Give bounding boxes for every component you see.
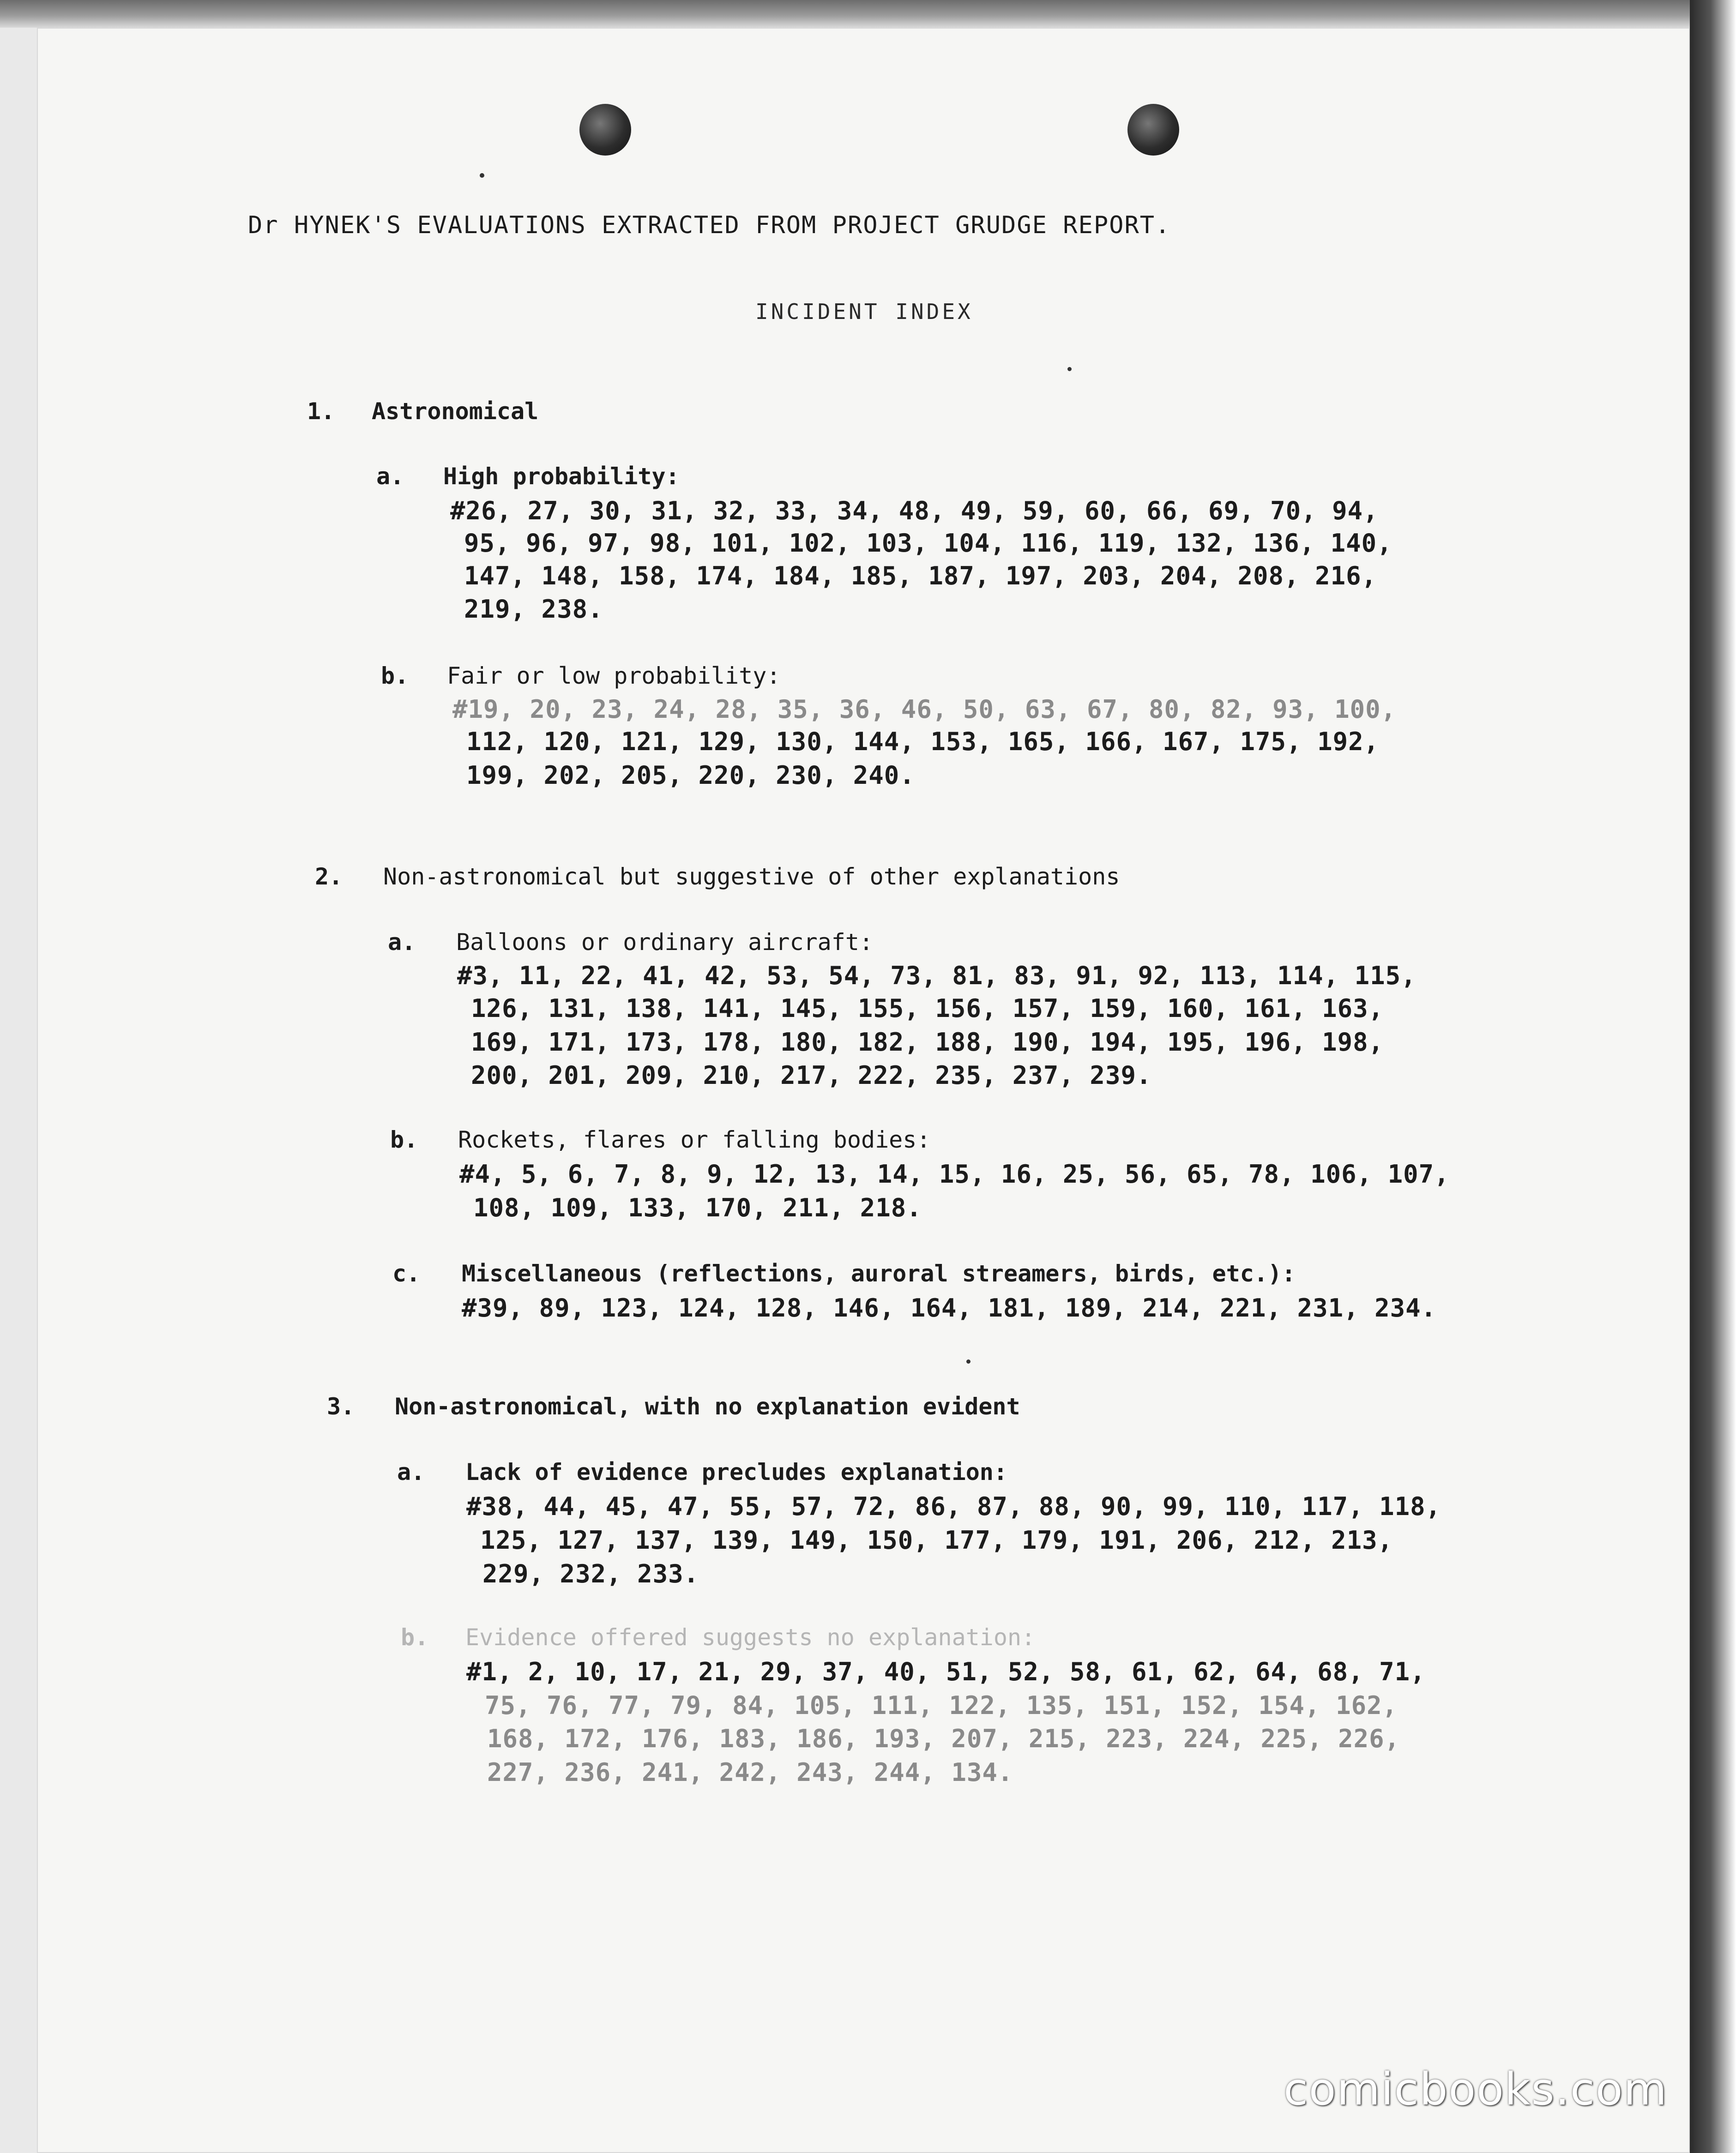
watermark: comicbooks.com	[1284, 2063, 1668, 2115]
document-subtitle: INCIDENT INDEX	[755, 299, 973, 324]
scan-top-edge	[0, 0, 1736, 28]
speck	[480, 173, 484, 178]
section-3a-line: 125, 127, 137, 139, 149, 150, 177, 179, 191, 206, 212, 213,	[480, 1526, 1393, 1555]
section-2a-line: 200, 201, 209, 210, 217, 222, 235, 237, 239.	[471, 1061, 1152, 1090]
section-1a-line: #26, 27, 30, 31, 32, 33, 34, 48, 49, 59, 60, 66, 69, 70, 94,	[450, 496, 1379, 525]
section-2a-line: 126, 131, 138, 141, 145, 155, 156, 157, 159, 160, 161, 163,	[471, 994, 1384, 1023]
section-1-title: Astronomical	[372, 398, 539, 425]
section-2c-label: Miscellaneous (reflections, auroral streamers, birds, etc.):	[462, 1260, 1296, 1287]
section-2b-line: 108, 109, 133, 170, 211, 218.	[473, 1193, 922, 1222]
section-1b-line: 112, 120, 121, 129, 130, 144, 153, 165, 166, 167, 175, 192,	[466, 727, 1380, 756]
document-title: Dr HYNEK'S EVALUATIONS EXTRACTED FROM PROJECT GRUDGE REPORT.	[248, 211, 1171, 239]
section-3a-line: 229, 232, 233.	[482, 1559, 699, 1588]
section-1a-label: High probability:	[443, 463, 680, 490]
section-2-number: 2.	[315, 863, 343, 890]
section-1-number: 1.	[307, 398, 335, 425]
section-3b-line: 75, 76, 77, 79, 84, 105, 111, 122, 135, 151, 152, 154, 162,	[485, 1691, 1398, 1720]
section-3-title: Non-astronomical, with no explanation evident	[395, 1393, 1020, 1420]
section-2b-line: #4, 5, 6, 7, 8, 9, 12, 13, 14, 15, 16, 25, 56, 65, 78, 106, 107,	[459, 1160, 1450, 1189]
punch-hole-left	[579, 104, 631, 156]
section-2a-letter: a.	[388, 929, 416, 956]
punch-hole-right	[1127, 104, 1179, 156]
section-2b-label: Rockets, flares or falling bodies:	[458, 1126, 931, 1153]
section-1b-line: 199, 202, 205, 220, 230, 240.	[466, 761, 915, 790]
section-3b-line: 227, 236, 241, 242, 243, 244, 134.	[487, 1758, 1013, 1787]
section-2a-line: #3, 11, 22, 41, 42, 53, 54, 73, 81, 83, 91, 92, 113, 114, 115,	[457, 961, 1417, 990]
section-2c-line: #39, 89, 123, 124, 128, 146, 164, 181, 189, 214, 221, 231, 234.	[462, 1293, 1437, 1323]
section-2a-label: Balloons or ordinary aircraft:	[456, 929, 874, 956]
section-2c-letter: c.	[392, 1260, 421, 1287]
section-1b-label: Fair or low probability:	[447, 662, 781, 689]
section-2a-line: 169, 171, 173, 178, 180, 182, 188, 190, 194, 195, 196, 198,	[471, 1028, 1384, 1057]
section-1a-line: 95, 96, 97, 98, 101, 102, 103, 104, 116, 119, 132, 136, 140,	[464, 529, 1392, 558]
section-1a-line: 147, 148, 158, 174, 184, 185, 187, 197, 203, 204, 208, 216,	[464, 561, 1377, 590]
section-3b-label: Evidence offered suggests no explanation:	[465, 1624, 1036, 1651]
section-1b-letter: b.	[381, 662, 409, 689]
document-page	[37, 28, 1690, 2153]
section-3-number: 3.	[327, 1393, 355, 1420]
section-2b-letter: b.	[390, 1126, 418, 1153]
speck	[1067, 367, 1072, 371]
section-2-title: Non-astronomical but suggestive of other explanations	[383, 863, 1120, 890]
section-1a-line: 219, 238.	[464, 595, 603, 624]
section-1a-letter: a.	[376, 463, 404, 490]
scan-right-edge	[1690, 0, 1736, 2153]
section-3a-label: Lack of evidence precludes explanation:	[465, 1459, 1007, 1485]
section-3b-line: #1, 2, 10, 17, 21, 29, 37, 40, 51, 52, 58, 61, 62, 64, 68, 71,	[466, 1657, 1426, 1686]
section-1b-line: #19, 20, 23, 24, 28, 35, 36, 46, 50, 63, 67, 80, 82, 93, 100,	[452, 695, 1397, 724]
section-3a-line: #38, 44, 45, 47, 55, 57, 72, 86, 87, 88, 90, 99, 110, 117, 118,	[466, 1492, 1441, 1521]
section-3a-letter: a.	[397, 1459, 425, 1485]
speck	[966, 1359, 970, 1364]
section-3b-letter: b.	[401, 1624, 429, 1651]
section-3b-line: 168, 172, 176, 183, 186, 193, 207, 215, 223, 224, 225, 226,	[487, 1724, 1400, 1753]
